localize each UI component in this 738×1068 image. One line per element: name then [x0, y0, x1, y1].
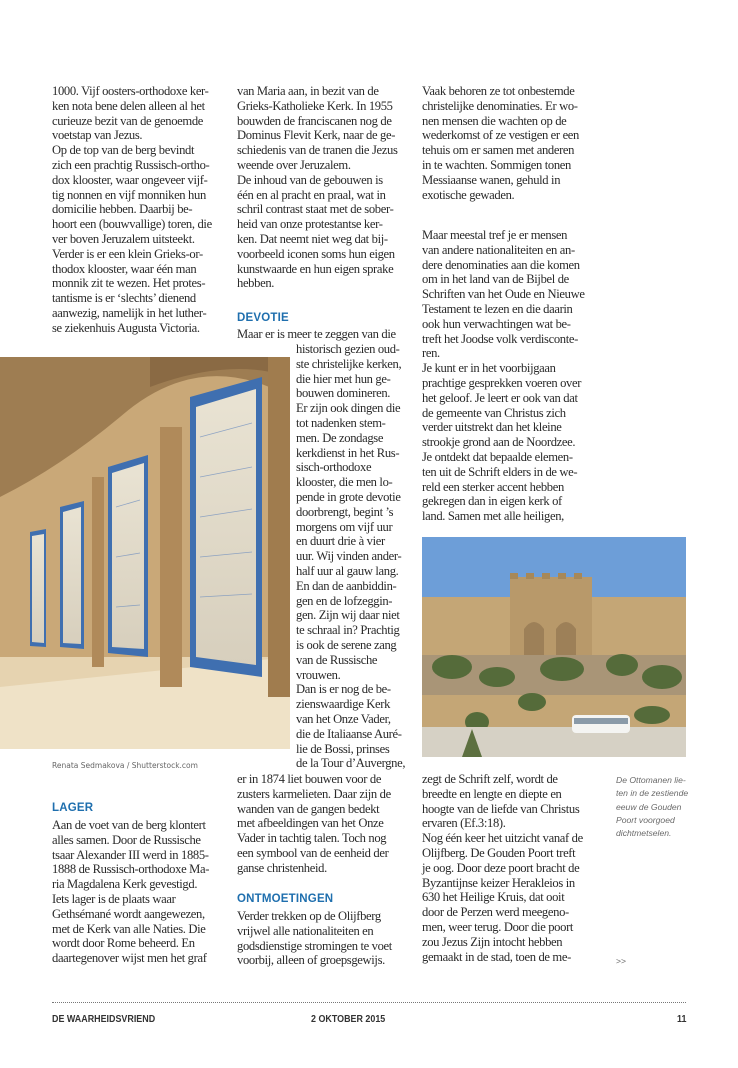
- footer-page-number: 11: [677, 1013, 687, 1025]
- cloister-illustration: [0, 357, 290, 749]
- col2-paragraph-1: van Maria aan, in bezit van de Grieks-Katholieke Kerk. In 1955 bouwden de franciscanen nog de Dominus Flevit Kerk, naar de ge- schiedenis van de tranen die Jezus weende over Jeruzalem. De inhoud van de gebouwen is één en al pracht en praal, wat in schril contrast staat met de sober- heid van onze protestantse ker- ken. Dat neemt niet weg dat bij- voorbeeld iconen soms hun eigen kunstwaarde en hun eigen sprake hebben.: [237, 84, 398, 291]
- col2-paragraph-2-wrapped: historisch gezien oud- ste christelijke kerken, die hier met hun ge- bouwen domineren. Er zijn ook dingen die tot nadenken stem- men. De zondagse kerkdienst in het Rus- sisch-orthodoxe klooster, die men lo- pende in grote devotie doorbrengt, begint ’s morgens om vijf uur en duurt drie à vier uur. Wij vinden ander- half uur al gauw lang. En dan de aanbiddin- gen en de lofzeggin- gen. Zijn wij daar niet te schraal in? Prachtig is ook de serene zang van de Russische vrouwen. Dan is er nog de be- zienswaardige Kerk van het Onze Vader, die de Italiaanse Auré- lie de Bossi, prinses de la Tour d’Auvergne,: [296, 342, 406, 771]
- col1-paragraph-2: Aan de voet van de berg klontert alles samen. Door de Russische tsaar Alexander III werd in 1885- 1888 de Russisch-orthodoxe Ma- ria Magdalena Kerk gevestigd. Iets lager is de plaats waar Gethsémané wordt aangewezen, met de Kerk van alle Naties. Die wordt door Rome beheerd. En daartegenover wijst men het graf: [52, 818, 210, 966]
- golden-gate-illustration: [422, 537, 686, 757]
- col3-paragraph-2: Maar meestal tref je er mensen van andere nationaliteiten en an- dere denominaties aan die komen om in het land van de Bijbel de Schriften van het Oude en Nieuwe Testament te lezen en die daarin ook hun verwachtingen wat be- treft het Joodse volk verdisconte- ren. Je kunt er in het voorbijgaan prachtige gesprekken voeren over het geloof. Je leert er ook van dat de gemeente van Christus zich verder uitstrekt dan het kleine strookje grond aan de Noordzee. Je ontdekt dat bepaalde elemen- ten uit de Schrift elders in de we- reld een sterker accent hebben gekregen dan in eigen kerk of land. Samen met alle heiligen,: [422, 228, 585, 524]
- footer-date: 2 OKTOBER 2015: [311, 1013, 386, 1025]
- photo-credit: Renata Sedmakova / Shutterstock.com: [52, 761, 198, 770]
- col1-paragraph-1: 1000. Vijf oosters-orthodoxe ker- ken nota bene delen alleen al het curieuze bezit van de genoemde voetstap van Jezus. Op de top van de berg bevindt zich een prachtig Russisch-ortho- dox klooster, waar ongeveer vijf- tig nonnen en vijf monniken hun domicilie hebben. Daarbij be- hoort een (bouwvallige) toren, die ver boven Jeruzalem uitsteekt. Verder is er een klein Grieks-or- thodox klooster, waar één man monnik zit te wezen. Het protes- tantisme is er ‘slechts’ dienend aanwezig, namelijk in het luther- se ziekenhuis Augusta Victoria.: [52, 84, 212, 335]
- col2-paragraph-2-first-line: Maar er is meer te zeggen van die: [237, 327, 396, 341]
- col2-paragraph-2-continued: er in 1874 liet bouwen voor de zusters karmelieten. Daar zijn de wanden van de gangen bedekt met afbeeldingen van het Onze Vader in tachtig talen. Toch nog een symbool van de eenheid der ganse christenheid.: [237, 772, 391, 875]
- footer-publication: DE WAARHEIDSVRIEND: [52, 1013, 156, 1025]
- col3-paragraph-1: Vaak behoren ze tot onbestemde christelijke denominaties. Er wo- nen mensen die wachten op de wederkomst of ze vestigen er een tehuis om er samen met anderen in te wachten. Sommigen tonen Messiaanse wanen, gehuld in exotische gewaden.: [422, 84, 579, 202]
- photo-caption: De Ottomanen lie- ten in de zestiende eeuw de Gouden Poort voorgoed dichtmetselen.: [616, 775, 689, 839]
- col3-paragraph-3: zegt de Schrift zelf, wordt de breedte en lengte en diepte en hoogte van de liefde van Christus ervaren (Ef.3:18). Nog één keer het uitzicht vanaf de Olijfberg. De Gouden Poort treft je oog. Door deze poort bracht de Byzantijnse keizer Herakleios in 630 het Heilige Kruis, dat ooit door de Perzen werd meegeno- men, weer terug. Door die poort zou Jezus Zijn intocht hebben gemaakt in de stad, toen de me-: [422, 772, 583, 964]
- section-heading-ontmoetingen: ONTMOETINGEN: [237, 893, 334, 905]
- cloister-photo: [0, 357, 290, 749]
- section-heading-lager: LAGER: [52, 802, 94, 814]
- golden-gate-photo: [422, 537, 686, 757]
- footer-divider: [52, 1002, 686, 1003]
- continue-marker: >>: [616, 956, 627, 966]
- section-heading-devotie: DEVOTIE: [237, 312, 289, 324]
- col2-paragraph-3: Verder trekken op de Olijfberg vrijwel alle nationaliteiten en godsdienstige stromingen te voet voorbij, alleen of groepsgewijs.: [237, 909, 392, 968]
